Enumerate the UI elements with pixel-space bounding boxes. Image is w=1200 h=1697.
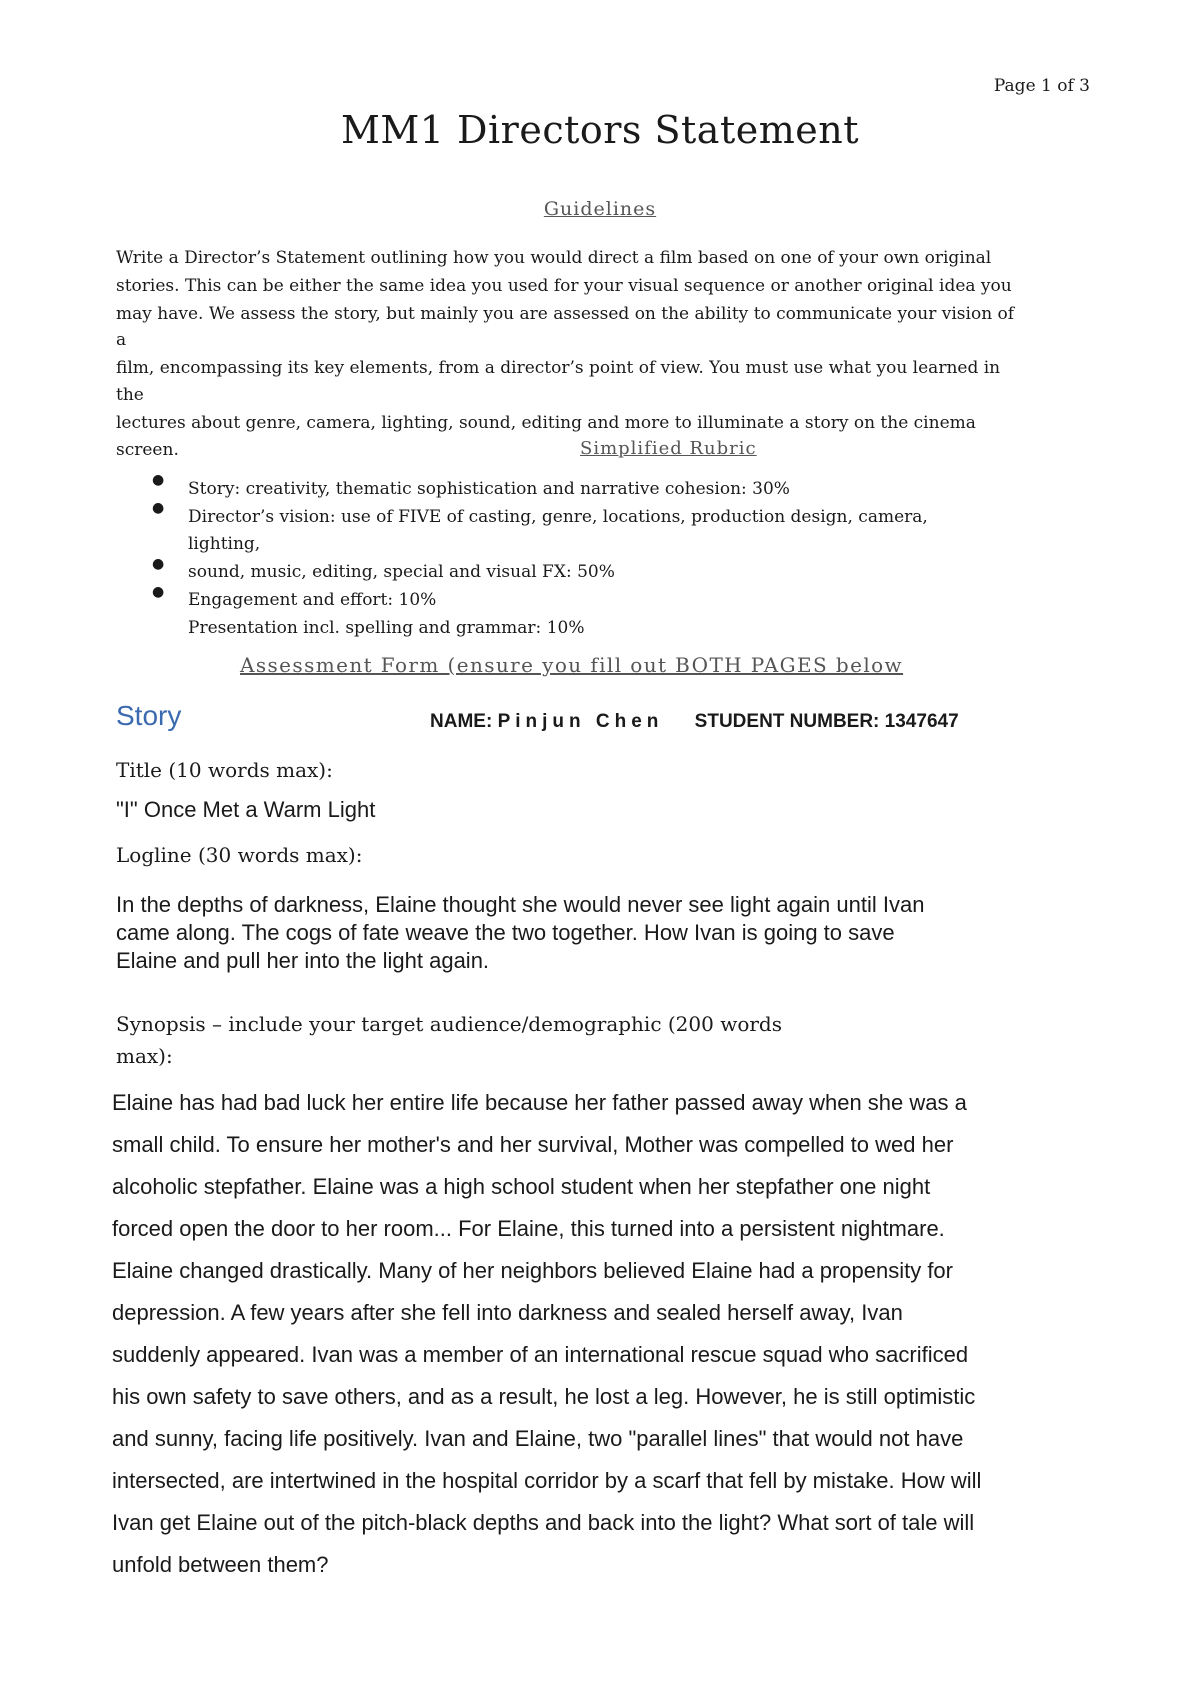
story-heading: Story xyxy=(116,700,182,731)
guidelines-line: a xyxy=(116,330,127,350)
logline-line: Elaine and pull her into the light again. xyxy=(116,948,490,973)
synopsis-line: small child. To ensure her mother's and her survival, Mother was compelled to wed her xyxy=(112,1132,954,1157)
rubric-item: lighting, xyxy=(188,534,261,554)
rubric-item: Presentation incl. spelling and grammar: 10% xyxy=(188,618,585,638)
name-label: NAME: xyxy=(430,711,493,732)
guidelines-line: lectures about genre, camera, lighting, sound, editing and more to illuminate a story on the cinema xyxy=(116,413,976,433)
title-label: Title (10 words max): xyxy=(116,758,333,782)
synopsis-line: alcoholic stepfather. Elaine was a high school student when her stepfather one night xyxy=(112,1174,931,1199)
page-number: Page 1 of 3 xyxy=(993,76,1090,96)
guidelines-line: Write a Director’s Statement outlining how you would direct a film based on one of your own original xyxy=(116,248,992,268)
synopsis-line: unfold between them? xyxy=(112,1552,329,1577)
synopsis-line: Ivan get Elaine out of the pitch-black depths and back into the light? What sort of tale will xyxy=(112,1510,975,1535)
guidelines-line: may have. We assess the story, but mainly you are assessed on the ability to communicate your vision of xyxy=(116,304,1015,324)
synopsis-label: Synopsis – include your target audience/demographic (200 words xyxy=(116,1012,782,1036)
bullet-icon: ● xyxy=(152,500,165,516)
student-number-label: STUDENT NUMBER: xyxy=(694,711,880,732)
guidelines-line: the xyxy=(116,385,144,405)
bullet-icon: ● xyxy=(152,472,165,488)
logline-line: came along. The cogs of fate weave the two together. How Ivan is going to save xyxy=(116,920,895,945)
rubric-heading: Simplified Rubric xyxy=(580,438,757,459)
guidelines-line: stories. This can be either the same idea you used for your visual sequence or another original idea you xyxy=(116,276,1012,296)
document-title: MM1 Directors Statement xyxy=(340,108,859,152)
synopsis-line: depression. A few years after she fell into darkness and sealed herself away, Ivan xyxy=(112,1300,903,1325)
bullet-icon: ● xyxy=(152,556,165,572)
title-value: "I" Once Met a Warm Light xyxy=(116,797,376,822)
synopsis-line: Elaine has had bad luck her entire life because her father passed away when she was a xyxy=(112,1090,967,1115)
guidelines-heading: Guidelines xyxy=(543,198,657,220)
rubric-item: Engagement and effort: 10% xyxy=(188,590,437,610)
synopsis-line: and sunny, facing life positively. Ivan and Elaine, two "parallel lines" that would not have xyxy=(112,1426,964,1451)
student-number: 1347647 xyxy=(884,711,959,732)
synopsis-label: max): xyxy=(116,1044,173,1068)
synopsis-line: Elaine changed drastically. Many of her neighbors believed Elaine had a propensity for xyxy=(112,1258,953,1283)
synopsis-line: forced open the door to her room... For Elaine, this turned into a persistent nightmare. xyxy=(112,1216,945,1241)
synopsis-line: his own safety to save others, and as a result, he lost a leg. However, he is still optimistic xyxy=(112,1384,976,1409)
rubric-item: Story: creativity, thematic sophistication and narrative cohesion: 30% xyxy=(188,479,790,499)
synopsis-line: intersected, are intertwined in the hospital corridor by a scarf that fell by mistake. How will xyxy=(112,1468,982,1493)
student-info xyxy=(430,711,959,733)
rubric-item: sound, music, editing, special and visual FX: 50% xyxy=(188,562,615,582)
logline-label: Logline (30 words max): xyxy=(116,843,363,867)
bullet-icon: ● xyxy=(152,584,165,600)
assessment-form-heading: Assessment Form (ensure you fill out BOTH PAGES below xyxy=(240,653,904,677)
guidelines-line: film, encompassing its key elements, from a director’s point of view. You must use what you learned in xyxy=(116,358,1001,378)
student-name: Pinjun Chen xyxy=(497,711,664,732)
rubric-item: Director’s vision: use of FIVE of casting, genre, locations, production design, camera, xyxy=(188,507,928,527)
guidelines-line: screen. xyxy=(116,440,179,460)
synopsis-line: suddenly appeared. Ivan was a member of an international rescue squad who sacrificed xyxy=(112,1342,969,1367)
logline-line: In the depths of darkness, Elaine thought she would never see light again until Ivan xyxy=(116,892,925,917)
